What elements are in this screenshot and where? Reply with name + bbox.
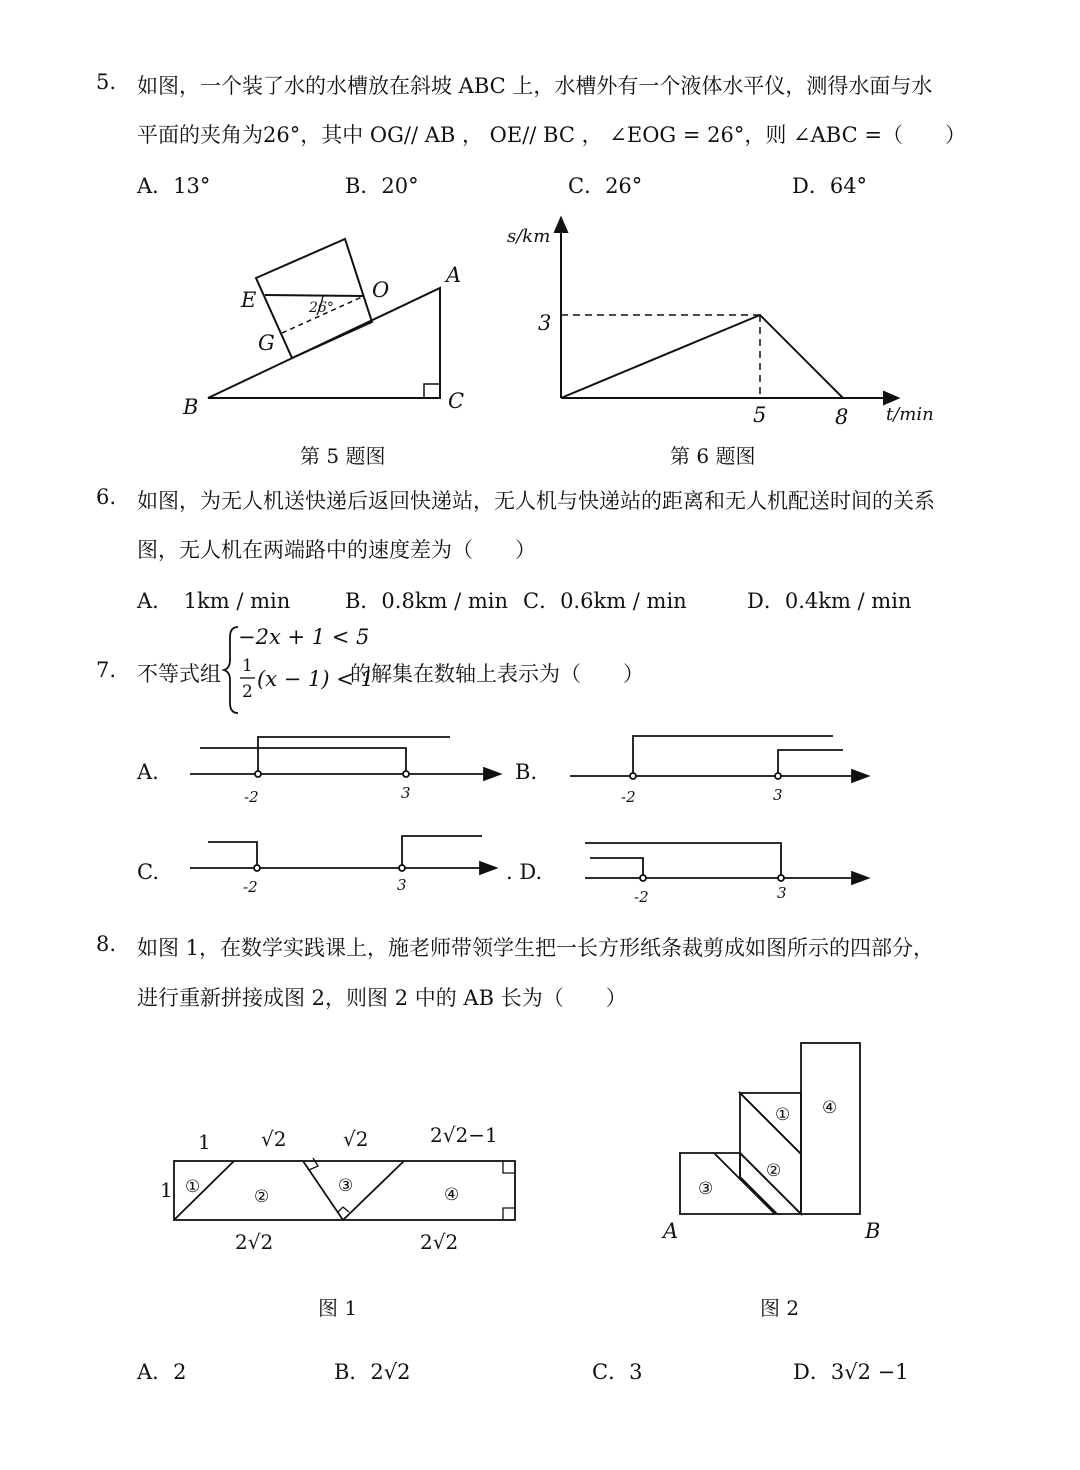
q8-option-b: B．2√2 (334, 1360, 411, 1384)
fig1-piece-2: ② (254, 1187, 270, 1207)
label-b: B (183, 395, 199, 419)
q6-option-c: C．0.6km / min (523, 589, 687, 613)
c-tick-neg2: -2 (243, 878, 258, 896)
fig2-piece-1: ① (775, 1105, 791, 1125)
q6-option-b: B．0.8km / min (345, 589, 509, 613)
x-tick-8: 8 (835, 405, 849, 429)
fig1-left-1: 1 (160, 1178, 173, 1202)
q6-option-d: D．0.4km / min (747, 589, 912, 613)
q7-number: 7. (96, 658, 117, 682)
q6-figure-caption: 第 6 题图 (670, 444, 756, 468)
y-axis-label: s/km (507, 226, 551, 247)
q7-suffix: 的解集在数轴上表示为（ ） (350, 662, 644, 686)
x-tick-5: 5 (753, 403, 767, 427)
q6-line1: 如图，为无人机送快递后返回快递站，无人机与快递站的距离和无人机配送时间的关系 (137, 489, 935, 513)
fig1-bottom-2sqrt2-a: 2√2 (235, 1230, 274, 1254)
b-tick-neg2: -2 (621, 788, 636, 806)
q5-figure-caption: 第 5 题图 (300, 444, 386, 468)
label-a: A (446, 263, 462, 287)
d-tick-neg2: -2 (634, 888, 649, 906)
q5-line2: 平面的夹角为26°，其中 OG// AB ， OE// BC ， ∠EOG = 26°，则 ∠ABC =（ ） (137, 123, 966, 147)
fig1-piece-3: ③ (338, 1176, 354, 1196)
q7-prefix: 不等式组 (137, 662, 221, 686)
a-tick-3: 3 (401, 784, 411, 802)
fig1-top-sqrt2-b: √2 (343, 1127, 369, 1151)
label-e: E (241, 288, 257, 312)
fig2-piece-4: ④ (822, 1098, 838, 1118)
q6-option-a: A． 1km / min (137, 589, 291, 613)
fig1-top-1: 1 (198, 1130, 211, 1154)
fig2-label-b: B (865, 1219, 881, 1243)
q5-option-b: B．20° (345, 174, 419, 198)
piece-3-shape (680, 1153, 777, 1214)
q7-option-d: . D. (506, 860, 543, 884)
q7-frac-num: 1 (242, 656, 253, 676)
label-c: C (448, 389, 465, 413)
q5-option-a: A．13° (137, 174, 211, 198)
q5-option-d: D．64° (792, 174, 868, 198)
fig2-caption: 图 2 (760, 1296, 800, 1320)
q8-number: 8. (96, 932, 117, 956)
label-o: O (372, 278, 390, 302)
fig1-piece-4: ④ (444, 1185, 460, 1205)
fig2-piece-2: ② (766, 1161, 782, 1181)
a-tick-neg2: -2 (244, 788, 259, 806)
q8-option-d: D．3√2 −1 (793, 1360, 909, 1384)
d-tick-3: 3 (777, 884, 787, 902)
b-tick-3: 3 (773, 786, 783, 804)
q6-number: 6. (96, 485, 117, 509)
q8-option-c: C．3 (592, 1360, 643, 1384)
x-axis-label: t/min (886, 404, 934, 425)
q5-option-c: C．26° (568, 174, 643, 198)
q7-option-c: C. (137, 860, 159, 884)
angle-label: 26° (309, 300, 334, 316)
q5-line1: 如图，一个装了水的水槽放在斜坡 ABC 上，水槽外有一个液体水平仪，测得水面与水 (137, 74, 933, 98)
fig1-caption: 图 1 (318, 1296, 358, 1320)
q8-line2: 进行重新拼接成图 2，则图 2 中的 AB 长为（ ） (137, 986, 627, 1010)
q7-inequality-1: −2x + 1 < 5 (238, 625, 370, 649)
fig2-label-a: A (663, 1219, 679, 1243)
q7-frac-den: 2 (242, 682, 253, 702)
q7-option-a: A. (137, 760, 159, 784)
q7-option-b: B. (515, 760, 538, 784)
fig1-piece-1: ① (185, 1177, 201, 1197)
q8-line1: 如图 1，在数学实践课上，施老师带领学生把一长方形纸条裁剪成如图所示的四部分， (137, 936, 935, 960)
fig2-piece-3: ③ (698, 1179, 714, 1199)
fig1-top-2sqrt2-1: 2√2−1 (430, 1123, 498, 1147)
piece-4-rect (801, 1043, 860, 1214)
fig1-bottom-2sqrt2-b: 2√2 (420, 1230, 459, 1254)
piece-2-shape (740, 1093, 801, 1214)
q6-line2: 图，无人机在两端路中的速度差为（ ） (137, 538, 536, 562)
q7-inequality-2: (x − 1) < 1 (257, 667, 374, 691)
q5-number: 5. (96, 70, 117, 94)
c-tick-3: 3 (397, 876, 407, 894)
label-g: G (258, 331, 275, 355)
y-tick-3: 3 (538, 311, 552, 335)
fig1-top-sqrt2-a: √2 (261, 1127, 287, 1151)
q8-option-a: A．2 (137, 1360, 187, 1384)
